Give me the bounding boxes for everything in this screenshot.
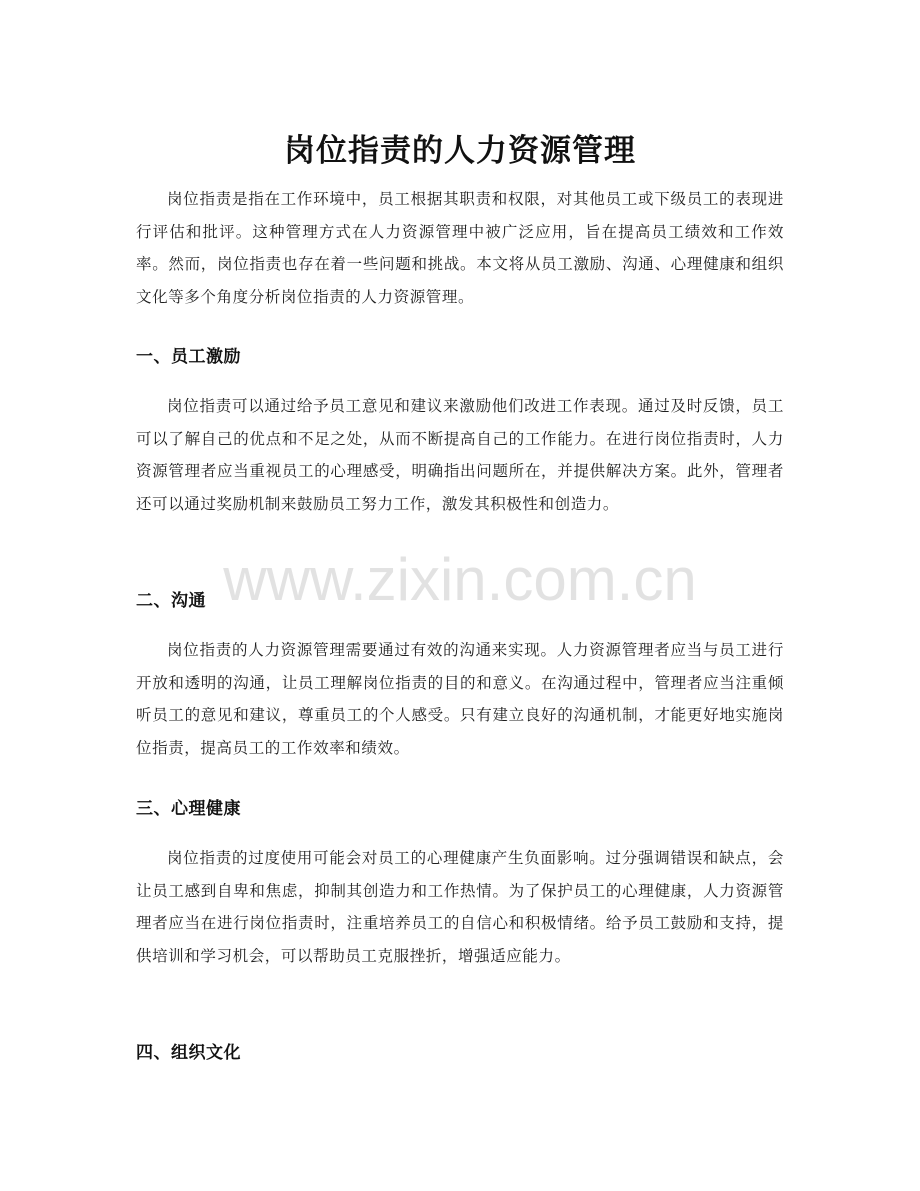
section-body-communication: 岗位指责的人力资源管理需要通过有效的沟通来实现。人力资源管理者应当与员工进行开放和透明的沟通，让员工理解岗位指责的目的和意义。在沟通过程中，管理者应当注重倾听员工的意见和建议，尊重员工的个人感受。只有建立良好的沟通机制，才能更好地实施岗位指责，提高员工的工作效率和绩效。 <box>136 641 784 757</box>
section-body-motivation: 岗位指责可以通过给予员工意见和建议来激励他们改进工作表现。通过及时反馈，员工可以了解自己的优点和不足之处，从而不断提高自己的工作能力。在进行岗位指责时，人力资源管理者应当重视员工的心理感受，明确指出问题所在，并提供解决方案。此外，管理者还可以通过奖励机制来鼓励员工努力工作，激发其积极性和创造力。 <box>136 397 784 513</box>
section-heading-org-culture: 四、组织文化 <box>136 1043 241 1063</box>
site-watermark: www.zixin.com.cn <box>223 546 697 613</box>
intro-paragraph: 岗位指责是指在工作环境中，员工根据其职责和权限，对其他员工或下级员工的表现进行评估和批评。这种管理方式在人力资源管理中被广泛应用，旨在提高员工绩效和工作效率。然而，岗位指责也存在着一些问题和挑战。本文将从员工激励、沟通、心理健康和组织文化等多个角度分析岗位指责的人力资源管理。 <box>136 190 784 306</box>
section-body-mental-health: 岗位指责的过度使用可能会对员工的心理健康产生负面影响。过分强调错误和缺点，会让员工感到自卑和焦虑，抑制其创造力和工作热情。为了保护员工的心理健康，人力资源管理者应当在进行岗位指责时，注重培养员工的自信心和积极情绪。给予员工鼓励和支持，提供培训和学习机会，可以帮助员工克服挫折，增强适应能力。 <box>136 849 784 965</box>
section-heading-communication: 二、沟通 <box>136 591 206 611</box>
document-title: 岗位指责的人力资源管理 <box>284 132 636 169</box>
section-heading-mental-health: 三、心理健康 <box>136 799 241 819</box>
section-heading-motivation: 一、员工激励 <box>136 347 241 367</box>
